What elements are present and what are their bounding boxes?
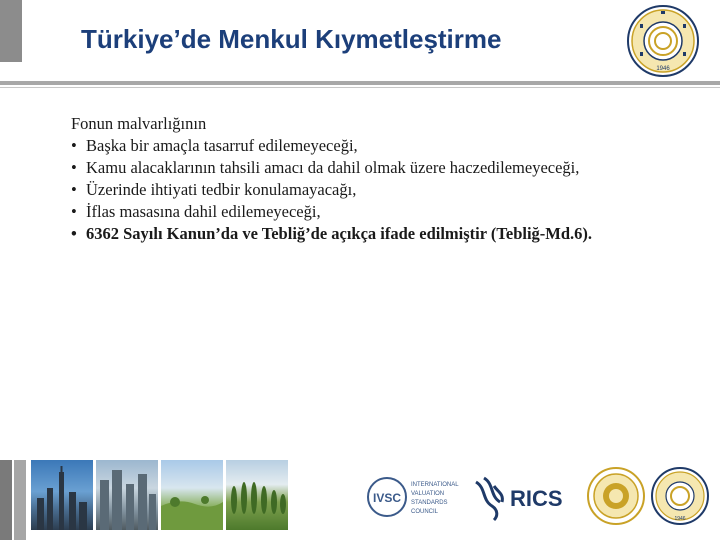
university-seal-logo	[626, 4, 700, 78]
footer-banner	[0, 460, 720, 540]
footer-side-bar	[0, 460, 12, 540]
tree-row-photo	[226, 460, 288, 530]
rics-wordmark: RICS	[510, 486, 563, 511]
header-rule-thin	[0, 87, 720, 88]
landscape-photo	[161, 460, 223, 530]
ivsc-abbr: IVSC	[372, 491, 402, 505]
slide-title: Türkiye’de Menkul Kıymetleştirme	[81, 24, 502, 54]
footer-side-bar	[14, 460, 26, 540]
bullet-text: İflas masasına dahil edilemeyeceği,	[86, 202, 321, 221]
bullet-text: Başka bir amaçla tasarruf edilemeyeceği,	[86, 136, 358, 155]
bullet-item	[71, 135, 671, 157]
ivsc-line: INTERNATIONAL	[411, 482, 459, 488]
seal-year: 1946	[674, 516, 686, 522]
ivsc-line: VALUATION	[411, 491, 445, 497]
university-seal-logo-small	[650, 462, 710, 532]
skyline-photo	[31, 460, 93, 530]
bullet-item	[71, 223, 671, 245]
bullet-list	[71, 135, 671, 245]
intro-text: Fonun malvarlığının	[71, 114, 207, 133]
bullet-icon: •	[71, 202, 77, 221]
bullet-icon: •	[71, 224, 77, 243]
header-rule	[0, 81, 720, 85]
ivsc-line: STANDARDS	[411, 500, 448, 506]
bullet-icon: •	[71, 136, 77, 155]
gold-seal-logo	[586, 462, 646, 532]
slide-body	[71, 113, 671, 245]
bullet-text: Kamu alacaklarının tahsili amacı da dahil olmak üzere haczedilemeyeceği,	[86, 158, 580, 177]
bullet-icon: •	[71, 158, 77, 177]
bullet-text: Üzerinde ihtiyati tedbir konulamayacağı,	[86, 180, 357, 199]
bullet-icon: •	[71, 180, 77, 199]
ivsc-logo	[365, 462, 463, 534]
seal-year: 1946	[656, 66, 670, 72]
ivsc-line: COUNCIL	[411, 509, 439, 515]
rics-logo	[468, 462, 580, 534]
bullet-item	[71, 179, 671, 201]
bullet-item	[71, 157, 671, 179]
bullet-text: 6362 Sayılı Kanun’da ve Tebliğ’de açıkça ifade edilmiştir (Tebliğ-Md.6).	[86, 224, 593, 243]
city-towers-photo	[96, 460, 158, 530]
bullet-item	[71, 201, 671, 223]
header-side-bar	[0, 0, 22, 62]
